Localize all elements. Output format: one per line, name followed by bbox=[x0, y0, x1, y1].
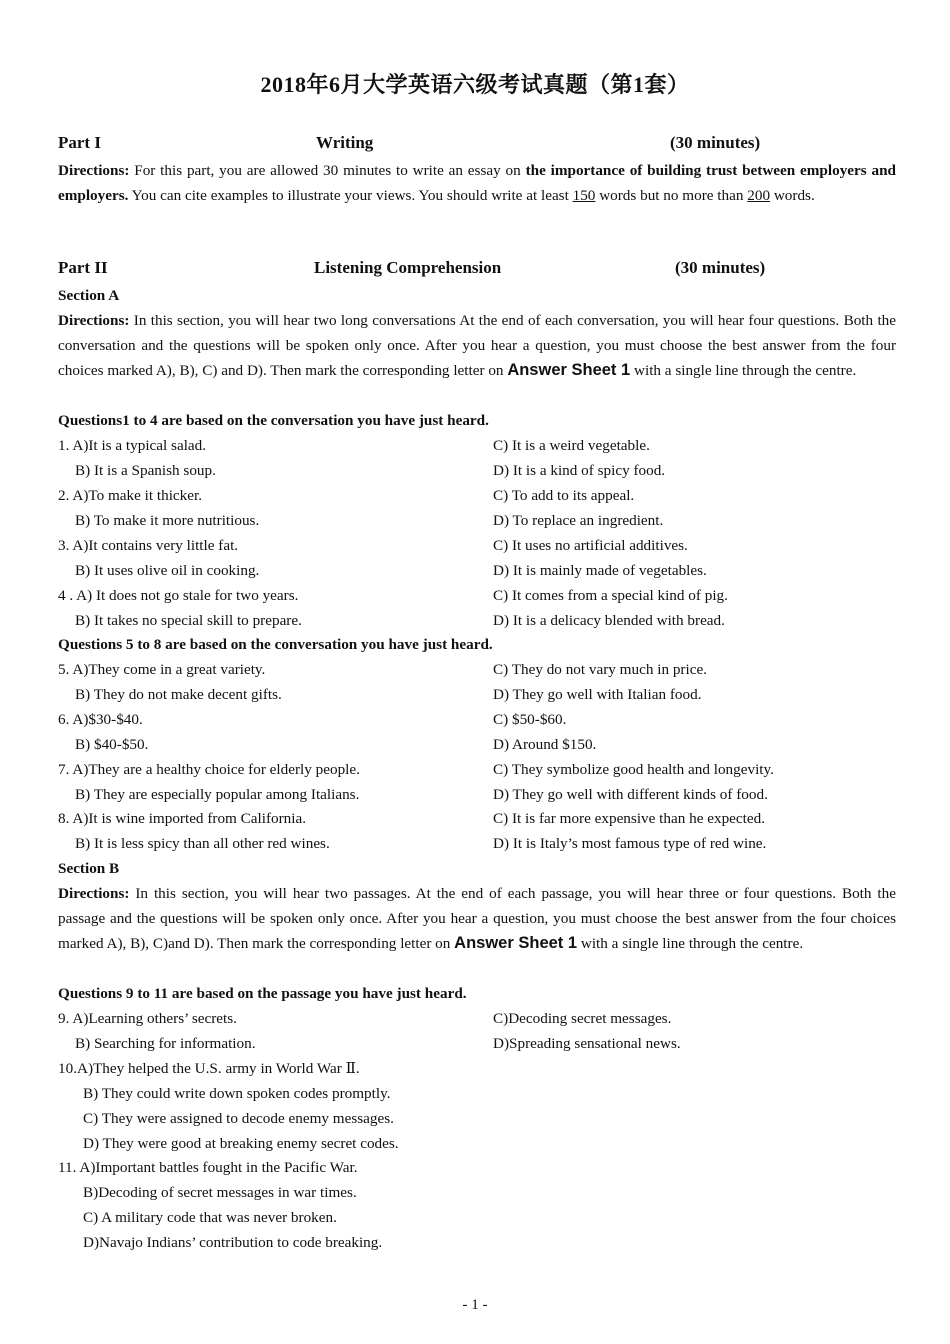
section-b-answer-sheet: Answer Sheet 1 bbox=[454, 934, 578, 952]
q1-option-c: C) It is a weird vegetable. bbox=[493, 437, 650, 454]
q11-option-d: D)Navajo Indians’ contribution to code breaking. bbox=[83, 1234, 383, 1251]
q4-option-d: D) It is a delicacy blended with bread. bbox=[493, 612, 725, 629]
part1-dir-text-b: You can cite examples to illustrate your views. You should write at least bbox=[128, 187, 573, 204]
section-a-dir-label: Directions: bbox=[58, 312, 130, 329]
part1-dir-text-c: words but no more than bbox=[595, 187, 748, 204]
max-words: 200 bbox=[747, 187, 771, 204]
section-a-answer-sheet: Answer Sheet 1 bbox=[507, 361, 631, 379]
q7-option-d: D) They go well with different kinds of food. bbox=[493, 786, 768, 803]
q9-option-a: 9. A)Learning others’ secrets. bbox=[58, 1010, 237, 1027]
section-b-dir-text-a: In this section, you will hear two passages. At the end of each passage, you will hear three or four questions. Both the passage and the questions will be spoken only once. After you hear a question, you must choose the best answer from the four choices marked A), B), C)and D). Then mark the corresponding letter on bbox=[58, 885, 896, 952]
q2-option-b: B) To make it more nutritious. bbox=[75, 512, 260, 529]
q10-option-a: 10.A)They helped the U.S. army in World War Ⅱ. bbox=[58, 1060, 360, 1077]
page-title: 2018年6月大学英语六级考试真题（第1套） bbox=[260, 72, 690, 97]
part1-dir-label: Directions: bbox=[58, 162, 130, 179]
q6-option-d: D) Around $150. bbox=[493, 736, 597, 753]
part1-dir-text-d: words. bbox=[770, 187, 815, 204]
q7-option-a: 7. A)They are a healthy choice for elderly people. bbox=[58, 761, 360, 778]
section-b-dir-text-b: with a single line through the centre. bbox=[577, 935, 804, 952]
q10-option-b: B) They could write down spoken codes promptly. bbox=[83, 1085, 391, 1102]
q5-option-c: C) They do not vary much in price. bbox=[493, 661, 707, 678]
section-b-directions bbox=[58, 881, 896, 956]
q9-option-b: B) Searching for information. bbox=[75, 1035, 256, 1052]
section-a-dir-text-a: In this section, you will hear two long conversations At the end of each conversation, you will hear four questions. Both the conversation and the questions will be spoken only once. After you hear a question, you must choose the best answer from the four choices marked A), B), C) and D). Then mark the corresponding letter on bbox=[58, 312, 896, 379]
q3-option-c: C) It uses no artificial additives. bbox=[493, 537, 688, 554]
q1-option-a: 1. A)It is a typical salad. bbox=[58, 437, 207, 454]
group-1-heading: Questions1 to 4 are based on the conversation you have just heard. bbox=[58, 412, 489, 429]
q10-option-d: D) They were good at breaking enemy secret codes. bbox=[83, 1135, 399, 1152]
part1-directions bbox=[58, 158, 896, 208]
section-b-label: Section B bbox=[58, 860, 120, 877]
q3-option-b: B) It uses olive oil in cooking. bbox=[75, 562, 260, 579]
q5-option-a: 5. A)They come in a great variety. bbox=[58, 661, 266, 678]
q4-option-c: C) It comes from a special kind of pig. bbox=[493, 587, 728, 604]
part2-time: (30 minutes) bbox=[675, 258, 766, 277]
section-b-dir-label: Directions: bbox=[58, 885, 130, 902]
group-3-heading: Questions 9 to 11 are based on the passage you have just heard. bbox=[58, 985, 467, 1002]
part2-label: Part II bbox=[58, 258, 108, 277]
q10-option-c: C) They were assigned to decode enemy messages. bbox=[83, 1110, 394, 1127]
part1-name: Writing bbox=[316, 133, 374, 152]
q8-option-b: B) It is less spicy than all other red wines. bbox=[75, 835, 330, 852]
q7-option-b: B) They are especially popular among Italians. bbox=[75, 786, 360, 803]
q5-option-b: B) They do not make decent gifts. bbox=[75, 686, 282, 703]
q6-option-b: B) $40-$50. bbox=[75, 736, 149, 753]
q11-option-a: 11. A)Important battles fought in the Pacific War. bbox=[58, 1159, 358, 1176]
q6-option-a: 6. A)$30-$40. bbox=[58, 711, 143, 728]
q8-option-c: C) It is far more expensive than he expected. bbox=[493, 810, 766, 827]
part1-dir-text-a: For this part, you are allowed 30 minutes to write an essay on bbox=[129, 162, 526, 179]
q8-option-d: D) It is Italy’s most famous type of red wine. bbox=[493, 835, 767, 852]
part1-label: Part I bbox=[58, 133, 101, 152]
q4-option-b: B) It takes no special skill to prepare. bbox=[75, 612, 302, 629]
section-a-dir-text-b: with a single line through the centre. bbox=[630, 362, 857, 379]
q11-option-c: C) A military code that was never broken. bbox=[83, 1209, 337, 1226]
part1-time: (30 minutes) bbox=[670, 133, 761, 152]
q1-option-d: D) It is a kind of spicy food. bbox=[493, 462, 666, 479]
q3-option-a: 3. A)It contains very little fat. bbox=[58, 537, 239, 554]
q3-option-d: D) It is mainly made of vegetables. bbox=[493, 562, 707, 579]
q1-option-b: B) It is a Spanish soup. bbox=[75, 462, 216, 479]
q7-option-c: C) They symbolize good health and longevity. bbox=[493, 761, 774, 778]
q5-option-d: D) They go well with Italian food. bbox=[493, 686, 702, 703]
q9-option-d: D)Spreading sensational news. bbox=[493, 1035, 681, 1052]
q4-option-a: 4 . A) It does not go stale for two years. bbox=[58, 587, 299, 604]
min-words: 150 bbox=[572, 187, 596, 204]
page-number: - 1 - bbox=[462, 1297, 488, 1313]
part1-header bbox=[58, 133, 896, 158]
q8-option-a: 8. A)It is wine imported from California. bbox=[58, 810, 307, 827]
part1-topic: the importance of building trust between employers and employers. bbox=[58, 162, 896, 204]
q2-option-d: D) To replace an ingredient. bbox=[493, 512, 664, 529]
part2-header bbox=[58, 258, 896, 283]
group-2-heading: Questions 5 to 8 are based on the conversation you have just heard. bbox=[58, 636, 493, 653]
q11-option-b: B)Decoding of secret messages in war times. bbox=[83, 1184, 357, 1201]
q2-option-c: C) To add to its appeal. bbox=[493, 487, 635, 504]
q2-option-a: 2. A)To make it thicker. bbox=[58, 487, 203, 504]
section-a-label: Section A bbox=[58, 287, 120, 304]
q6-option-c: C) $50-$60. bbox=[493, 711, 567, 728]
part2-name: Listening Comprehension bbox=[314, 258, 502, 277]
q9-option-c: C)Decoding secret messages. bbox=[493, 1010, 672, 1027]
section-a-directions bbox=[58, 308, 896, 383]
